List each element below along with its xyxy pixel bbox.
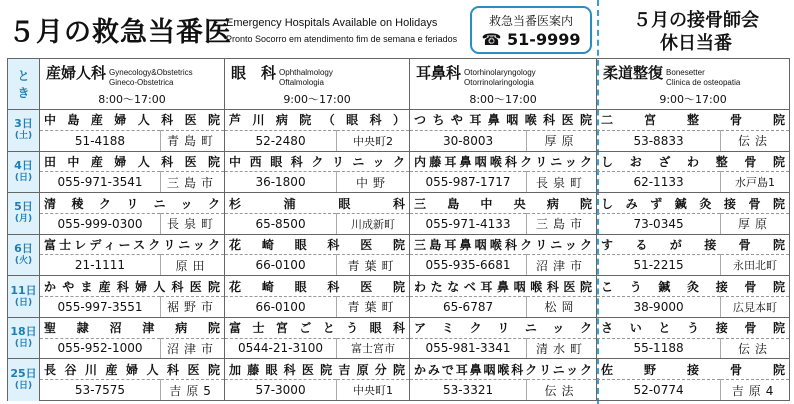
department-portuguese-line: Oftalmologia [279,77,324,87]
facility-name: わたなべ耳鼻咽喉科医院 [410,276,597,297]
date-weekday: (日) [14,297,33,308]
facility-name: 杉浦眼科 [225,193,410,214]
facility-phone[interactable]: 53-8833 [597,130,721,151]
facility-location: 伝法 [527,380,597,401]
date-weekday: (土) [14,131,33,142]
facility-location: 中野 [337,172,410,193]
schedule-row-names [8,151,790,172]
facility-name: 長谷川産婦人科医院 [40,359,225,380]
department-english [666,68,740,88]
facility-phone[interactable]: 055-935-6681 [410,255,527,276]
date-day: 3日 [14,117,33,131]
department-header [597,59,790,110]
bonesetter-title [604,9,788,55]
facility-location: 水戸島1 [721,172,790,193]
department-header [410,59,597,110]
bonesetter-title-line1: ５月の接骨師会 [633,10,759,31]
schedule-table [7,58,790,401]
facility-name: 加藤眼科医院吉原分院 [225,359,410,380]
info-phone-number[interactable]: ☎ 51-9999 [481,30,581,49]
facility-phone[interactable]: 73-0345 [597,213,721,234]
facility-location: 長泉町 [527,172,597,193]
schedule-row-names [8,234,790,255]
facility-location: 清水町 [527,338,597,359]
facility-name: かみで耳鼻咽喉科クリニック [410,359,597,380]
facility-phone[interactable]: 055-997-3551 [40,297,161,318]
facility-name: 花崎眼科医院 [225,276,410,297]
info-label: 救急当番医案内 [488,14,573,28]
department-english-line1: Otorhinolaryngology [464,67,536,77]
facility-phone[interactable]: 055-999-0300 [40,213,161,234]
department-english-line1: Bonesetter [666,67,705,77]
facility-name: 三島中央病院 [410,193,597,214]
facility-location: 原田 [161,255,225,276]
schedule-row-names [8,359,790,380]
date-cell [8,234,40,276]
facility-location: 永田北町 [721,255,790,276]
facility-phone[interactable]: 55-1188 [597,338,721,359]
department-english [279,68,333,88]
schedule-row-contacts [8,297,790,318]
department-hours: 8:00～17:00 [469,92,537,106]
facility-phone[interactable]: 52-0774 [597,380,721,401]
date-cell [8,317,40,359]
date-weekday: (日) [14,339,33,350]
department-name: 耳鼻科 [416,63,462,82]
date-weekday: (日) [14,380,33,391]
schedule-row-names [8,276,790,297]
facility-name: 二宮整骨院 [597,110,790,131]
facility-location: 中央町2 [337,130,410,151]
schedule-row-contacts [8,255,790,276]
facility-location: 中央町1 [337,380,410,401]
facility-location: 伝法 [721,338,790,359]
schedule-row-names [8,317,790,338]
facility-location: 広見本町 [721,297,790,318]
facility-phone[interactable]: 51-2215 [597,255,721,276]
schedule-row-contacts [8,380,790,401]
department-hours: 9:00～17:00 [283,92,351,106]
facility-phone[interactable]: 53-3321 [410,380,527,401]
department-english [109,68,193,88]
facility-phone[interactable]: 52-2480 [225,130,337,151]
facility-location: 青葉町 [337,255,410,276]
date-weekday: (月) [14,214,33,225]
department-header-row [8,59,790,110]
facility-location: 青島町 [161,130,225,151]
department-name: 産婦人科 [46,63,107,82]
facility-phone[interactable]: 53-7575 [40,380,161,401]
facility-name: 芦川病院（眼科） [225,110,410,131]
page-header [0,0,794,58]
portuguese-title: Pronto Socorro em atendimento fim de semana e feriados [226,34,458,44]
department-header [225,59,410,110]
department-name: 柔道整復 [603,63,664,82]
facility-location: 長泉町 [161,213,225,234]
schedule-row-contacts [8,338,790,359]
date-weekday: (日) [14,172,33,183]
facility-phone[interactable]: 65-6787 [410,297,527,318]
schedule-row-contacts [8,172,790,193]
facility-phone[interactable]: 055-971-4133 [410,213,527,234]
facility-location: 厚原 [527,130,597,151]
department-hours: 9:00～17:00 [659,92,727,106]
facility-phone[interactable]: 38-9000 [597,297,721,318]
department-english-line1: Gynecology&Obstetrics [109,67,193,77]
date-day: 5日 [14,200,33,214]
facility-name: 清稜クリニック [40,193,225,214]
schedule-row-contacts [8,130,790,151]
facility-location: 松岡 [527,297,597,318]
facility-phone[interactable]: 055-981-3341 [410,338,527,359]
facility-name: しおざわ整骨院 [597,151,790,172]
facility-phone[interactable]: 57-3000 [225,380,337,401]
facility-name: 富士レディースクリニック [40,234,225,255]
facility-name: しみず鍼灸接骨院 [597,193,790,214]
department-english-line1: Ophthalmology [279,67,333,77]
facility-name: するが接骨院 [597,234,790,255]
facility-location: 沼津市 [161,338,225,359]
department-portuguese-line: Clinica de osteopatia [666,77,741,87]
bonesetter-title-line2: 休日当番 [660,33,732,54]
date-cell [8,110,40,152]
facility-phone[interactable]: 0544-21-3100 [225,338,337,359]
facility-location: 沼津市 [527,255,597,276]
date-day: 6日 [14,241,33,255]
schedule-row-names [8,110,790,131]
facility-phone[interactable]: 055-971-3541 [40,172,161,193]
date-day: 11日 [10,283,37,297]
facility-location: 吉原4 [721,380,790,401]
department-hours: 8:00～17:00 [98,92,166,106]
date-cell [8,276,40,318]
facility-phone[interactable]: 30-8003 [410,130,527,151]
english-title: Emergency Hospitals Available on Holidays [226,17,438,29]
facility-location: 裾野市 [161,297,225,318]
date-cell [8,151,40,193]
facility-location: 三島市 [161,172,225,193]
facility-name: さいとう接骨院 [597,317,790,338]
facility-location: 三島市 [527,213,597,234]
department-english [464,68,536,88]
facility-phone[interactable]: 66-0100 [225,297,337,318]
time-column-header: と き [8,59,40,110]
facility-name: 田中産婦人科医院 [40,151,225,172]
facility-name: つちや耳鼻咽喉科医院 [410,110,597,131]
department-portuguese-line: Otorrinolaringologia [464,77,534,87]
facility-phone[interactable]: 055-987-1717 [410,172,527,193]
facility-location: 川成新町 [337,213,410,234]
facility-phone[interactable]: 055-952-1000 [40,338,161,359]
facility-phone[interactable]: 65-8500 [225,213,337,234]
date-day: 18日 [10,325,37,339]
facility-location: 厚原 [721,213,790,234]
facility-name: 中西眼科クリニック [225,151,410,172]
facility-phone[interactable]: 62-1133 [597,172,721,193]
facility-name: アミクリニック [410,317,597,338]
schedule-row-names [8,193,790,214]
schedule-row-contacts [8,213,790,234]
facility-phone[interactable]: 51-4188 [40,130,161,151]
date-day: 4日 [14,158,33,172]
date-cell [8,359,40,401]
facility-name: 三島耳鼻咽喉科クリニック [410,234,597,255]
facility-location: 青葉町 [337,297,410,318]
facility-name: 内藤耳鼻咽喉科クリニック [410,151,597,172]
facility-name: かやま産科婦人科医院 [40,276,225,297]
department-header [40,59,225,110]
info-phone-box [470,6,592,54]
facility-name: 富士宮ごとう眼科 [225,317,410,338]
facility-phone[interactable]: 66-0100 [225,255,337,276]
date-cell [8,193,40,235]
department-portuguese-line: Gineco-Obstetrica [109,77,174,87]
facility-location: 伝法 [721,130,790,151]
facility-name: こう鍼灸接骨院 [597,276,790,297]
date-day: 25日 [10,366,37,380]
facility-name: 中島産婦人科医院 [40,110,225,131]
facility-name: 聖隷沼津病院 [40,317,225,338]
facility-name: 佐野接骨院 [597,359,790,380]
facility-location: 富士宮市 [337,338,410,359]
facility-location: 吉原5 [161,380,225,401]
department-name: 眼 科 [231,63,277,82]
facility-name: 花崎眼科医院 [225,234,410,255]
date-weekday: (火) [14,255,33,266]
facility-phone[interactable]: 21-1111 [40,255,161,276]
facility-phone[interactable]: 36-1800 [225,172,337,193]
page-title: ５月の救急当番医 [8,17,232,48]
